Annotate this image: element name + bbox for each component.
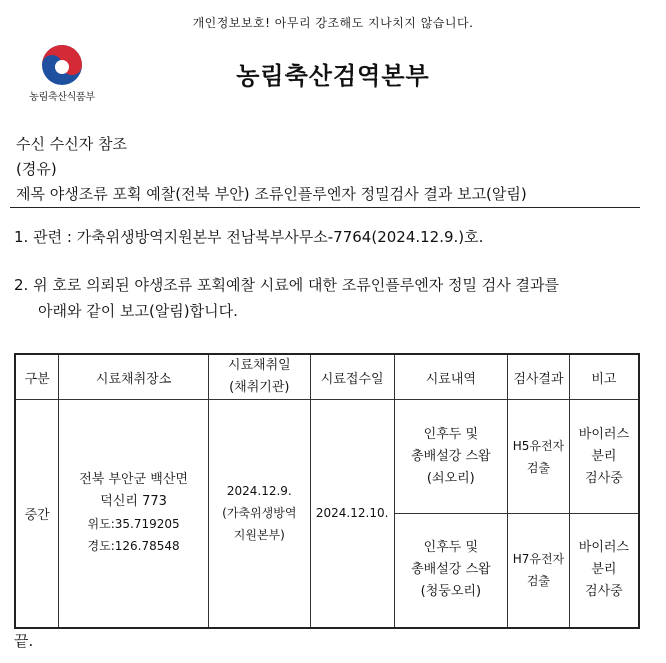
table-header-row [15,354,639,400]
subject-line: 제목 야생조류 포획 예찰(전북 부안) 조류인플루엔자 정밀검사 결과 보고(알림) [16,185,527,203]
received-date-cell: 2024.12.10. [310,400,394,628]
result-cell: H7유전자 검출 [508,514,570,628]
via-line: (경유) [16,160,57,178]
header-category: 구분 [15,354,59,400]
org-title: 농림축산검역본부 [236,62,430,90]
category-cell: 중간 [15,400,59,628]
location-cell: 전북 부안군 백산면 덕신리 773 위도:35.719205 경도:126.78548 [59,400,209,628]
paragraph-2-line-2: 아래와 같이 보고(알림)합니다. [38,302,238,320]
results-table [14,353,640,629]
details-cell: 인후두 및 총배설강 스왑 (청둥오리) [394,514,507,628]
recipient-line: 수신 수신자 참조 [16,135,127,153]
paragraph-1: 1. 관련 : 가축위생방역지원본부 전남북부사무소-7764(2024.12.9.)호. [14,228,484,246]
paragraph-2-line-1: 2. 위 호로 의뢰된 야생조류 포획예찰 시료에 대한 조류인플루엔자 정밀 검사 결과를 [14,276,559,294]
result-cell: H5유전자 검출 [508,400,570,514]
details-cell: 인후두 및 총배설강 스왑 (쇠오리) [394,400,507,514]
header-details: 시료내역 [394,354,507,400]
end-mark: 끝. [14,632,34,650]
note-cell: 바이러스 분리 검사중 [569,400,639,514]
header-note: 비고 [569,354,639,400]
subject-divider [10,207,640,208]
note-cell: 바이러스 분리 검사중 [569,514,639,628]
header-collect-date: 시료채취일 (채취기관) [208,354,310,400]
logo-text: 농림축산식품부 [29,92,95,103]
collect-date-cell: 2024.12.9. (가축위생방역 지원본부) [208,400,310,628]
header-location: 시료채취장소 [59,354,209,400]
slogan-text: 개인정보보호! 아무리 강조해도 지나치지 않습니다. [192,16,474,30]
header-result: 검사결과 [508,354,570,400]
header-received: 시료접수일 [310,354,394,400]
table-row [15,400,639,514]
